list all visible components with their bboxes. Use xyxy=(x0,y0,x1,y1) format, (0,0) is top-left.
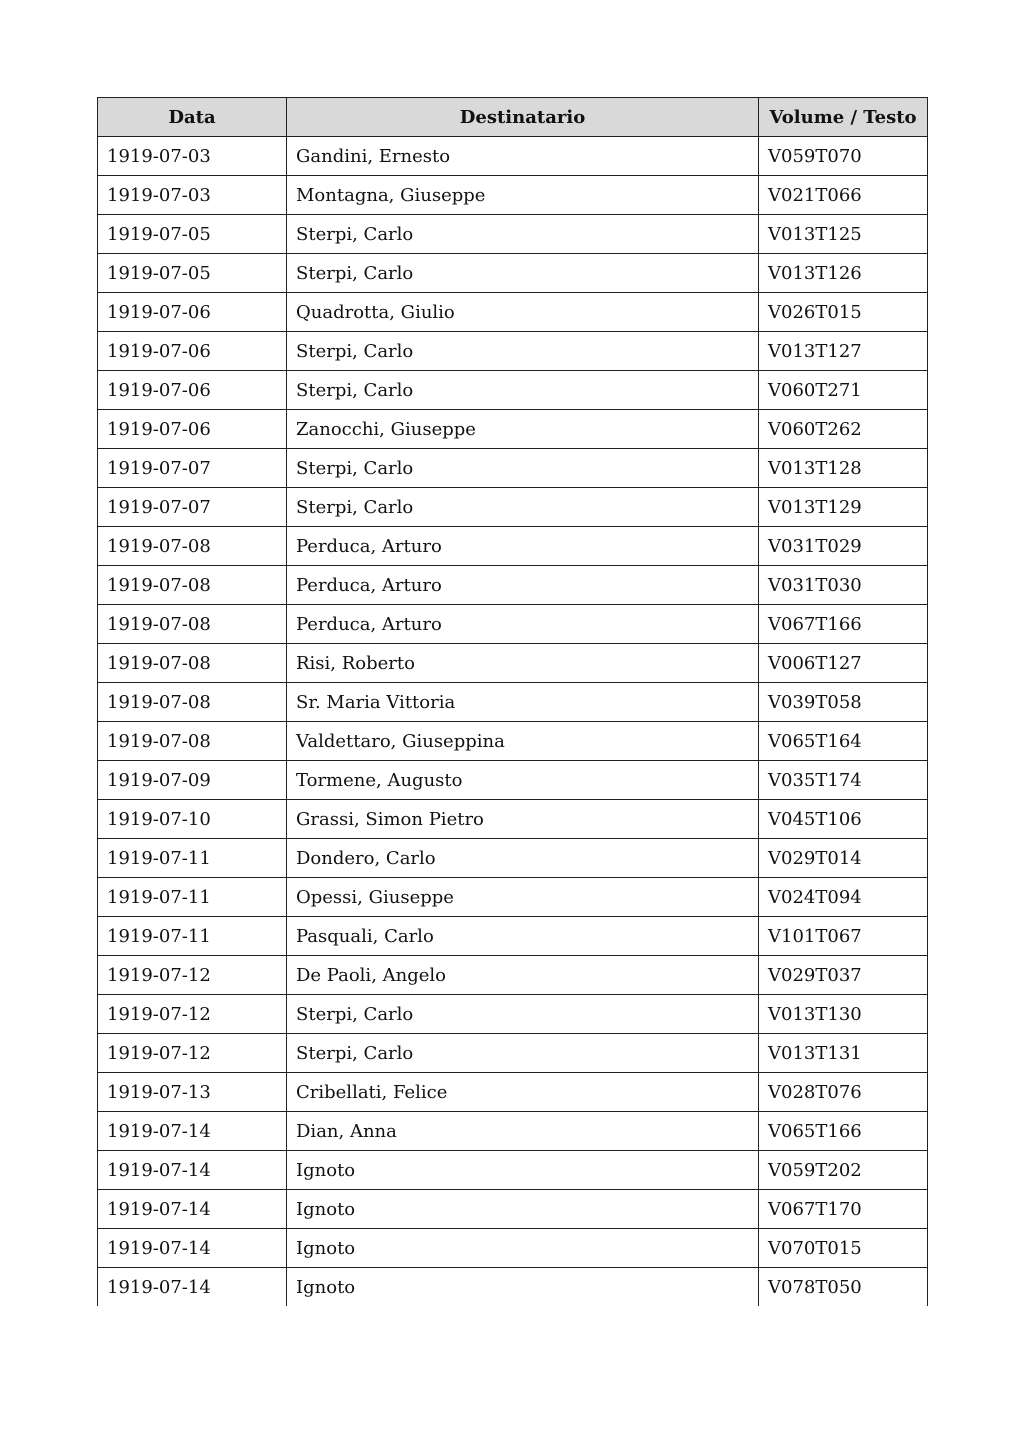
table-row xyxy=(98,1190,928,1229)
cell-volume-testo: V029T014 xyxy=(759,839,928,878)
cell-date: 1919-07-09 xyxy=(98,761,287,800)
cell-destinatario: Cribellati, Felice xyxy=(287,1073,759,1112)
cell-date: 1919-07-14 xyxy=(98,1229,287,1268)
cell-volume-testo: V026T015 xyxy=(759,293,928,332)
cell-volume-testo: V013T125 xyxy=(759,215,928,254)
cell-volume-testo: V070T015 xyxy=(759,1229,928,1268)
table-row xyxy=(98,683,928,722)
cell-volume-testo: V065T166 xyxy=(759,1112,928,1151)
cell-destinatario: Ignoto xyxy=(287,1268,759,1307)
cell-destinatario: Risi, Roberto xyxy=(287,644,759,683)
cell-volume-testo: V028T076 xyxy=(759,1073,928,1112)
cell-volume-testo: V078T050 xyxy=(759,1268,928,1307)
cell-volume-testo: V006T127 xyxy=(759,644,928,683)
cell-destinatario: Pasquali, Carlo xyxy=(287,917,759,956)
cell-date: 1919-07-06 xyxy=(98,293,287,332)
table-row xyxy=(98,1229,928,1268)
cell-volume-testo: V024T094 xyxy=(759,878,928,917)
table-row xyxy=(98,1034,928,1073)
table-row xyxy=(98,761,928,800)
cell-volume-testo: V013T126 xyxy=(759,254,928,293)
cell-destinatario: Dondero, Carlo xyxy=(287,839,759,878)
cell-volume-testo: V101T067 xyxy=(759,917,928,956)
column-header-destinatario: Destinatario xyxy=(287,98,759,137)
cell-volume-testo: V029T037 xyxy=(759,956,928,995)
cell-date: 1919-07-14 xyxy=(98,1151,287,1190)
cell-destinatario: Grassi, Simon Pietro xyxy=(287,800,759,839)
cell-destinatario: Zanocchi, Giuseppe xyxy=(287,410,759,449)
table-row xyxy=(98,488,928,527)
table-row xyxy=(98,1151,928,1190)
cell-volume-testo: V060T262 xyxy=(759,410,928,449)
table-row xyxy=(98,566,928,605)
cell-destinatario: Sterpi, Carlo xyxy=(287,254,759,293)
cell-date: 1919-07-06 xyxy=(98,332,287,371)
cell-destinatario: Tormene, Augusto xyxy=(287,761,759,800)
cell-date: 1919-07-08 xyxy=(98,566,287,605)
table-row xyxy=(98,176,928,215)
cell-destinatario: Sterpi, Carlo xyxy=(287,449,759,488)
table-row xyxy=(98,215,928,254)
table-row xyxy=(98,644,928,683)
table-row xyxy=(98,254,928,293)
cell-destinatario: Ignoto xyxy=(287,1229,759,1268)
cell-volume-testo: V067T170 xyxy=(759,1190,928,1229)
table-row xyxy=(98,878,928,917)
cell-date: 1919-07-11 xyxy=(98,878,287,917)
cell-date: 1919-07-08 xyxy=(98,683,287,722)
cell-volume-testo: V013T130 xyxy=(759,995,928,1034)
cell-date: 1919-07-12 xyxy=(98,956,287,995)
table-row xyxy=(98,800,928,839)
cell-date: 1919-07-10 xyxy=(98,800,287,839)
cell-date: 1919-07-14 xyxy=(98,1268,287,1307)
cell-volume-testo: V031T030 xyxy=(759,566,928,605)
cell-destinatario: Opessi, Giuseppe xyxy=(287,878,759,917)
cell-destinatario: Sterpi, Carlo xyxy=(287,488,759,527)
table-row xyxy=(98,332,928,371)
column-header-data: Data xyxy=(98,98,287,137)
cell-destinatario: Montagna, Giuseppe xyxy=(287,176,759,215)
header-row xyxy=(98,98,928,137)
cell-date: 1919-07-07 xyxy=(98,488,287,527)
cell-volume-testo: V059T202 xyxy=(759,1151,928,1190)
cell-volume-testo: V060T271 xyxy=(759,371,928,410)
table-row xyxy=(98,1112,928,1151)
cell-date: 1919-07-12 xyxy=(98,1034,287,1073)
cell-destinatario: Dian, Anna xyxy=(287,1112,759,1151)
table-row xyxy=(98,995,928,1034)
table-row xyxy=(98,1268,928,1307)
cell-destinatario: Perduca, Arturo xyxy=(287,605,759,644)
cell-date: 1919-07-06 xyxy=(98,371,287,410)
cell-destinatario: Perduca, Arturo xyxy=(287,527,759,566)
cell-destinatario: Perduca, Arturo xyxy=(287,566,759,605)
cell-date: 1919-07-05 xyxy=(98,254,287,293)
cell-destinatario: Sterpi, Carlo xyxy=(287,995,759,1034)
table-row xyxy=(98,956,928,995)
cell-volume-testo: V013T128 xyxy=(759,449,928,488)
table-row xyxy=(98,449,928,488)
table-header xyxy=(98,98,928,137)
cell-volume-testo: V013T129 xyxy=(759,488,928,527)
cell-destinatario: Sterpi, Carlo xyxy=(287,332,759,371)
cell-volume-testo: V021T066 xyxy=(759,176,928,215)
cell-volume-testo: V067T166 xyxy=(759,605,928,644)
cell-volume-testo: V013T131 xyxy=(759,1034,928,1073)
table-body xyxy=(98,137,928,1307)
table-row xyxy=(98,1073,928,1112)
cell-date: 1919-07-12 xyxy=(98,995,287,1034)
table-row xyxy=(98,722,928,761)
cell-date: 1919-07-14 xyxy=(98,1190,287,1229)
cell-date: 1919-07-08 xyxy=(98,527,287,566)
cell-destinatario: Sr. Maria Vittoria xyxy=(287,683,759,722)
cell-destinatario: Ignoto xyxy=(287,1151,759,1190)
cell-destinatario: Quadrotta, Giulio xyxy=(287,293,759,332)
cell-date: 1919-07-08 xyxy=(98,722,287,761)
cell-destinatario: Valdettaro, Giuseppina xyxy=(287,722,759,761)
column-header-volume-testo: Volume / Testo xyxy=(759,98,928,137)
cell-destinatario: Sterpi, Carlo xyxy=(287,371,759,410)
table-row xyxy=(98,839,928,878)
cell-destinatario: Sterpi, Carlo xyxy=(287,1034,759,1073)
cell-destinatario: De Paoli, Angelo xyxy=(287,956,759,995)
cell-date: 1919-07-07 xyxy=(98,449,287,488)
cell-volume-testo: V065T164 xyxy=(759,722,928,761)
cell-date: 1919-07-06 xyxy=(98,410,287,449)
table-row xyxy=(98,410,928,449)
letters-table xyxy=(97,97,928,1306)
cell-volume-testo: V045T106 xyxy=(759,800,928,839)
cell-volume-testo: V035T174 xyxy=(759,761,928,800)
cell-date: 1919-07-08 xyxy=(98,605,287,644)
cell-destinatario: Ignoto xyxy=(287,1190,759,1229)
cell-volume-testo: V013T127 xyxy=(759,332,928,371)
cell-destinatario: Gandini, Ernesto xyxy=(287,137,759,176)
table-row xyxy=(98,293,928,332)
cell-date: 1919-07-03 xyxy=(98,137,287,176)
cell-date: 1919-07-14 xyxy=(98,1112,287,1151)
table-row xyxy=(98,371,928,410)
cell-volume-testo: V059T070 xyxy=(759,137,928,176)
table-row xyxy=(98,605,928,644)
cell-date: 1919-07-11 xyxy=(98,839,287,878)
cell-date: 1919-07-11 xyxy=(98,917,287,956)
table-row xyxy=(98,137,928,176)
cell-date: 1919-07-05 xyxy=(98,215,287,254)
cell-date: 1919-07-03 xyxy=(98,176,287,215)
cell-date: 1919-07-08 xyxy=(98,644,287,683)
cell-date: 1919-07-13 xyxy=(98,1073,287,1112)
table-row xyxy=(98,917,928,956)
cell-volume-testo: V039T058 xyxy=(759,683,928,722)
table-row xyxy=(98,527,928,566)
cell-destinatario: Sterpi, Carlo xyxy=(287,215,759,254)
cell-volume-testo: V031T029 xyxy=(759,527,928,566)
